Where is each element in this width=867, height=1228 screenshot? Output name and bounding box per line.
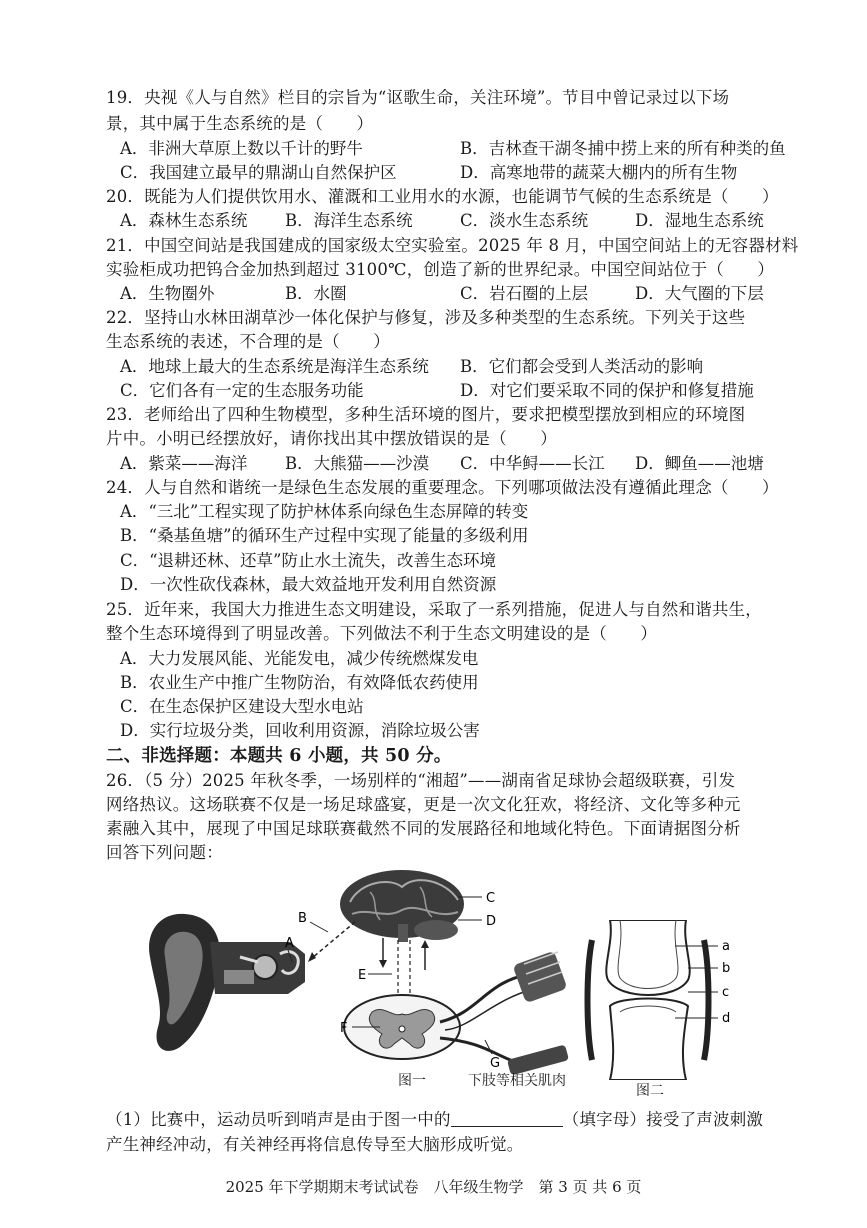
q26-sub1-before: （1）比赛中，运动员听到哨声是由于图一中的 [106,1110,451,1129]
q22-stem-line1: 22．坚持山水林田湖草沙一体化保护与修复，涉及多种类型的生态系统。下列关于这些 [106,308,746,327]
q19-stem-line1: 19．央视《人与自然》栏目的宗旨为“讴歌生命，关注环境”。节目中曾记录过以下场 [106,88,730,107]
answer-blank[interactable] [451,1110,563,1127]
q22-option-d: D．对它们要采取不同的保护和修复措施 [460,381,754,400]
q25-option-b: B．农业生产中推广生物防治，有效降低农药使用 [120,673,479,692]
brain-illustration [340,870,464,942]
label-fig2-d: d [722,1011,731,1026]
page-footer: 2025 年下学期期末考试试卷 八年级生物学 第 3 页 共 6 页 [225,1178,642,1196]
q20-option-a: A．森林生态系统 [120,211,248,230]
label-c: C [486,891,496,906]
q23-option-d: D．鲫鱼——池塘 [635,454,764,473]
figure1-caption: 图一 [398,1073,426,1089]
q25-stem-line2: 整个生态环境得到了明显改善。下列做法不利于生态文明建设的是（ ） [106,624,658,643]
label-a: A [285,936,294,951]
q19-option-c: C．我国建立最早的鼎湖山自然保护区 [120,163,397,182]
q21-stem-line1: 21．中国空间站是我国建成的国家级太空实验室。2025 年 8 月，中国空间站上的无容器材料 [106,236,799,255]
q20-stem-line1: 20．既能为人们提供饮用水、灌溉和工业用水的水源，也能调节气候的生态系统是（ ） [106,187,779,206]
q26-sub1-after: （填字母）接受了声波刺激 [562,1110,764,1129]
q19-stem-line2: 景，其中属于生态系统的是（ ） [106,114,374,133]
q23-option-b: B．大熊猫——沙漠 [285,454,430,473]
q26-line2: 网络热议。这场联赛不仅是一场足球盛宴，更是一次文化狂欢，将经济、文化等多种元 [106,795,741,814]
label-fig2-b: b [722,961,731,976]
q21-stem-line2: 实验柜成功把钨合金加热到超过 3100℃，创造了新的世界纪录。中国空间站位于（ ） [106,260,775,279]
q24-option-c: C．“退耕还林、还草”防止水土流失，改善生态环境 [120,551,496,570]
q23-stem-line1: 23．老师给出了四种生物模型，多种生活环境的图片，要求把模型摆放到相应的环境图 [106,405,746,424]
q21-option-b: B．水圈 [285,284,347,303]
q23-stem-line2: 片中。小明已经摆放好，请你找出其中摆放错误的是（ ） [106,429,557,448]
label-b: B [298,911,307,926]
q26-line1: 26．（5 分）2025 年秋冬季，一场别样的“湘超”——湖南省足球协会超级联赛，引发 [106,771,736,790]
q25-option-d: D．实行垃圾分类，回收利用资源，消除垃圾公害 [120,721,480,740]
q26-sub1-line2: 产生神经冲动，有关神经再将信息传导至大脑形成听觉。 [106,1135,524,1154]
q21-option-c: C．岩石圈的上层 [460,284,589,303]
q23-option-a: A．紫菜——海洋 [120,454,248,473]
q24-option-b: B．“桑基鱼塘”的循环生产过程中实现了能量的多级利用 [120,526,529,545]
q21-option-a: A．生物圈外 [120,284,215,303]
q22-option-a: A．地球上最大的生态系统是海洋生态系统 [120,357,429,376]
q20-option-b: B．海洋生态系统 [285,211,413,230]
label-fig2-c: c [722,985,730,1000]
q26-sub1-line1 [106,1109,763,1131]
figure2-caption: 图二 [636,1083,664,1099]
label-e: E [358,968,367,983]
muscle-caption: 下肢等相关肌肉 [468,1073,566,1089]
q25-stem-line1: 25．近年来，我国大力推进生态文明建设，采取了一系列措施，促进人与自然和谐共生， [106,600,762,619]
q22-option-b: B．它们都会受到人类活动的影响 [460,357,704,376]
q25-option-c: C．在生态保护区建设大型水电站 [120,697,364,716]
q20-option-c: C．淡水生态系统 [460,211,589,230]
label-fig2-a: a [722,939,730,954]
muscle-illustration [507,951,569,1076]
label-g: G [490,1056,501,1071]
q24-option-d: D．一次性砍伐森林，最大效益地开发利用自然资源 [120,575,497,594]
label-d: D [486,914,497,929]
q21-option-d: D．大气圈的下层 [635,284,764,303]
q22-stem-line2: 生态系统的表述，不合理的是（ ） [106,332,390,351]
figure1-reflex-diagram [140,862,580,1094]
q24-option-a: A．“三北”工程实现了防护林体系向绿色生态屏障的转变 [120,502,529,521]
q25-option-a: A．大力发展风能、光能发电，减少传统燃煤发电 [120,649,479,668]
q19-option-a: A．非洲大草原上数以千计的野牛 [120,139,363,158]
q20-option-d: D．湿地生态系统 [635,211,764,230]
q22-option-c: C．它们各有一定的生态服务功能 [120,381,364,400]
q23-option-c: C．中华鲟——长江 [460,454,605,473]
section2-title: 二、非选择题：本题共 6 小题，共 50 分。 [106,746,452,766]
q19-option-b: B．吉林查干湖冬捕中捞上来的所有种类的鱼 [460,139,786,158]
q26-line3: 素融入其中，展现了中国足球联赛截然不同的发展路径和地域化特色。下面请据图分析 [106,819,741,838]
ear-illustration [149,914,305,1051]
label-f: F [340,1021,348,1036]
q26-line4: 回答下列问题： [106,843,223,862]
q19-option-d: D．高寒地带的蔬菜大棚内的所有生物 [460,163,738,182]
q24-stem-line1: 24．人与自然和谐统一是绿色生态发展的重要理念。下列哪项做法没有遵循此理念（ ） [106,478,779,497]
figure2-joint-diagram [580,920,740,1080]
